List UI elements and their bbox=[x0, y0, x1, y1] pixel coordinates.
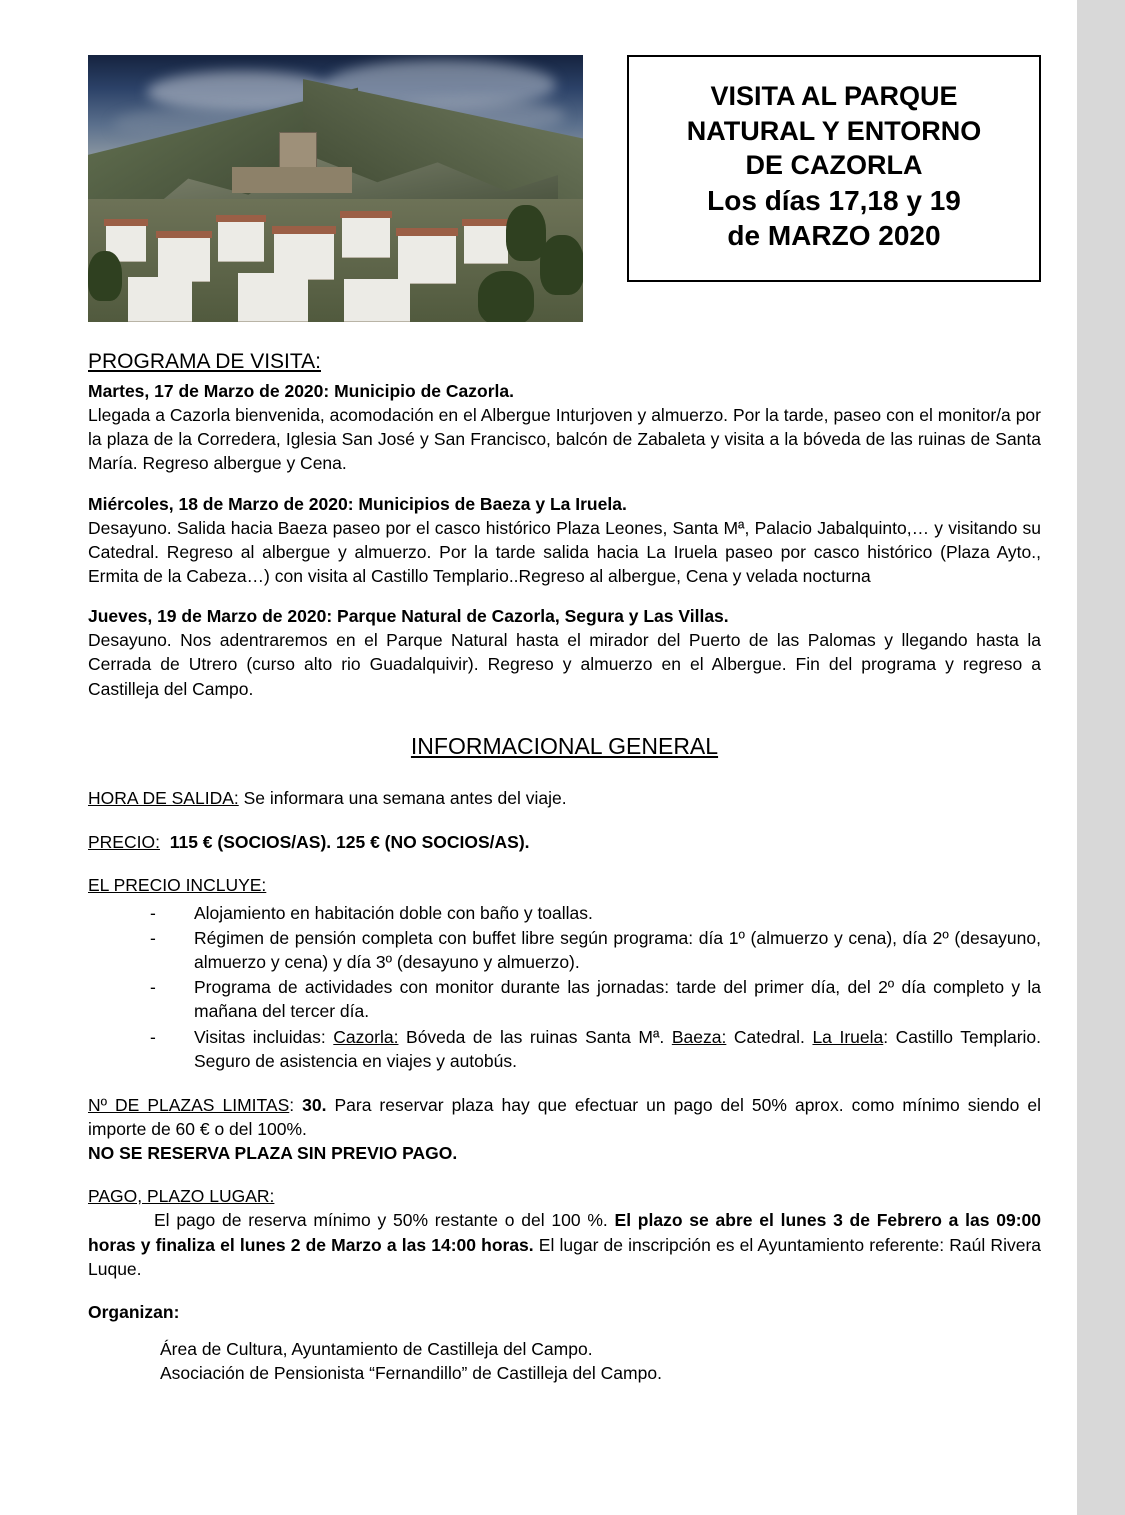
general-info-heading: INFORMACIONAL GENERAL bbox=[410, 732, 719, 759]
visits-city-cazorla: Cazorla: bbox=[333, 1026, 399, 1047]
tree-shape bbox=[478, 271, 534, 322]
house-shape bbox=[238, 273, 308, 321]
visits-mid-2: Catedral. bbox=[726, 1026, 813, 1047]
departure-label: HORA DE SALIDA: bbox=[88, 788, 239, 809]
places-label: Nº DE PLAZAS LIMITAS bbox=[88, 1094, 290, 1115]
document-header bbox=[88, 55, 1041, 322]
cazorla-photo bbox=[88, 55, 583, 322]
page-edge-shadow bbox=[1077, 0, 1101, 1515]
places-value: 30. bbox=[302, 1094, 327, 1115]
roof-shape bbox=[104, 219, 148, 226]
title-line-4: Los días 17,18 y 19 bbox=[707, 184, 961, 216]
payment-label: PAGO, PLAZO LUGAR: bbox=[88, 1186, 275, 1207]
day1-title: Martes, 17 de Marzo de 2020: Municipio de Cazorla. bbox=[88, 380, 514, 401]
roof-shape bbox=[272, 226, 336, 234]
organizer-item: Área de Cultura, Ayuntamiento de Castilleja del Campo. bbox=[160, 1338, 593, 1359]
document-body bbox=[88, 348, 1041, 1385]
price-value: 115 € (SOCIOS/AS). 125 € (NO SOCIOS/AS). bbox=[169, 831, 530, 852]
payment-text bbox=[88, 1208, 1041, 1280]
places-line bbox=[88, 1093, 1041, 1141]
departure-text: Se informara una semana antes del viaje. bbox=[238, 788, 567, 809]
house-shape bbox=[128, 277, 192, 321]
list-item: - Programa de actividades con monitor durante las jornadas: tarde del primer día, del 2º día completo y la mañana del tercer día. bbox=[150, 975, 1041, 1023]
roof-shape bbox=[462, 219, 510, 226]
house-shape bbox=[158, 237, 210, 281]
day3-text: Desayuno. Nos adentraremos en el Parque Natural hasta el mirador del Puerto de las Palomas y llegando hasta la Cerrada de Utrero (curso alto rio Guadalquivir). Regreso y almuerzo en el Albergue. Fin del programa y regreso a Castilleja del Campo. bbox=[88, 630, 1041, 699]
price-label: PRECIO: bbox=[88, 831, 160, 852]
house-shape bbox=[344, 279, 410, 321]
title-line-1: VISITA AL PARQUE bbox=[710, 81, 958, 111]
day1-text: Llegada a Cazorla bienvenida, acomodación en el Albergue Inturjoven y almuerzo. Por la tarde, paseo con el monitor/a por la plaza de la Corredera, Iglesia San José y San Francisco, balcón de Zabaleta y visita a la bóveda de las ruinas de Santa María. Regreso albergue y Cena. bbox=[88, 405, 1041, 474]
house-shape bbox=[398, 235, 456, 283]
title-line-2: NATURAL Y ENTORNO bbox=[686, 115, 982, 146]
visits-prefix: Visitas incluidas: bbox=[194, 1026, 334, 1047]
visits-mid-1: Bóveda de las ruinas Santa Mª. bbox=[398, 1026, 672, 1047]
house-shape bbox=[342, 217, 390, 257]
price-line bbox=[88, 830, 1041, 854]
visits-city-baeza: Baeza: bbox=[671, 1026, 727, 1047]
title-line-5: de MARZO 2020 bbox=[727, 220, 941, 252]
program-heading: PROGRAMA DE VISITA: bbox=[88, 350, 321, 373]
roof-shape bbox=[396, 228, 458, 236]
list-item: - Alojamiento en habitación doble con baño y toallas. bbox=[150, 901, 1041, 925]
roof-shape bbox=[156, 231, 212, 238]
organizers-list bbox=[88, 1337, 1041, 1385]
house-shape bbox=[218, 221, 264, 261]
includes-label: EL PRECIO INCLUYE: bbox=[88, 874, 267, 895]
departure-line bbox=[88, 786, 1041, 810]
roof-shape bbox=[216, 215, 266, 222]
house-shape bbox=[464, 225, 508, 263]
list-item-visits bbox=[150, 1025, 1041, 1073]
list-item: - Régimen de pensión completa con buffet libre según programa: día 1º (almuerzo y cena), día 2º (desayuno, almuerzo y cena) y día 3º (desayuno y almuerzo). bbox=[150, 926, 1041, 974]
day2-text: Desayuno. Salida hacia Baeza paseo por el casco histórico Plaza Leones, Santa Mª, Palacio Jabalquinto,… y visitando su Catedral. Regreso al albergue y almuerzo. Por la tarde salida hacia La Iruela paseo por casco histórico (Plaza Ayto., Ermita de la Cabeza…) con visita al Castillo Templario..Regreso al albergue, Cena y velada nocturna bbox=[88, 517, 1041, 586]
day3-title: Jueves, 19 de Marzo de 2020: Parque Natural de Cazorla, Segura y Las Villas. bbox=[88, 606, 729, 627]
includes-list bbox=[88, 901, 1041, 1073]
roof-shape bbox=[340, 211, 392, 218]
title-line-3: DE CAZORLA bbox=[745, 150, 923, 181]
visits-tail: : Castillo Templario. Seguro de asistencia en viajes y autobús. bbox=[194, 1026, 1042, 1071]
castle-tower bbox=[280, 133, 316, 191]
payment-text-1: El pago de reserva mínimo y 50% restante o del 100 %. bbox=[154, 1210, 615, 1231]
title-box bbox=[627, 55, 1041, 282]
payment-text-bold: El plazo se abre el lunes 3 de Febrero a las 09:00 horas y finaliza el lunes 2 de Marzo a las 14:00 horas. bbox=[88, 1210, 1041, 1255]
places-warning: NO SE RESERVA PLAZA SIN PREVIO PAGO. bbox=[88, 1143, 458, 1164]
tree-shape bbox=[540, 235, 583, 295]
visits-city-la-iruela: La Iruela bbox=[812, 1026, 884, 1047]
day2-title: Miércoles, 18 de Marzo de 2020: Municipios de Baeza y La Iruela. bbox=[88, 493, 627, 514]
organizers-label: Organizan: bbox=[88, 1301, 180, 1322]
organizer-item: Asociación de Pensionista “Fernandillo” de Castilleja del Campo. bbox=[160, 1363, 662, 1384]
places-colon: : bbox=[289, 1094, 303, 1115]
payment-text-2: El lugar de inscripción es el Ayuntamiento referente: Raúl Rivera Luque. bbox=[88, 1234, 1042, 1279]
places-text: Para reservar plaza hay que efectuar un pago del 50% aprox. como mínimo siendo el importe de 60 € o del 100%. bbox=[88, 1094, 1041, 1139]
tree-shape bbox=[88, 251, 122, 301]
